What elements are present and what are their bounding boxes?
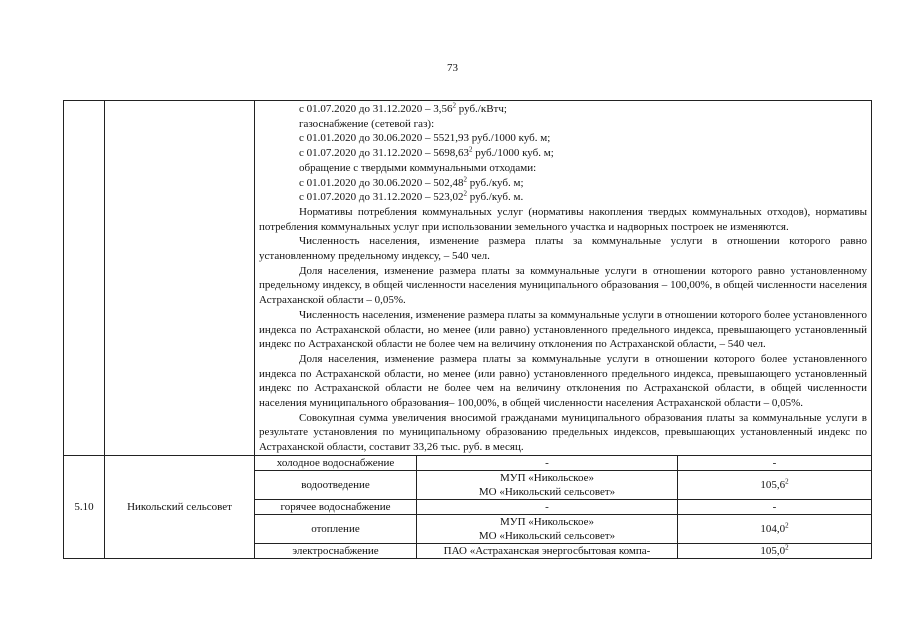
service-name: электроснабжение [255, 543, 417, 558]
service-value: - [678, 455, 872, 470]
empty-name-cell [105, 101, 255, 456]
paragraph-share-above: Доля населения, изменение размера платы за коммунальные услуги в отношении которого более установленного индекса по Астраханской области, но менее (или равно) установленного предельного индекса, превышающего установленный индекс по Астраханской области не более чем на величину отклонения по Астраханской области, в общей численности населения муниципального образования– 100,00%, в общей численности населения Астраханской области – 0,05%. [259, 352, 867, 410]
service-row [64, 455, 872, 470]
section-name: Никольский сельсовет [105, 455, 255, 558]
description-row [64, 101, 872, 456]
paragraph-population-equal: Численность населения, изменение размера платы за коммунальные услуги в отношении которого равно установленному предельному индексу, – 540 чел. [259, 235, 867, 263]
paragraph-standards: Нормативы потребления коммунальных услуг (нормативы накопления твердых коммунальных отходов), нормативы потребления коммунальных услуг при использовании земельного участка и надворных построек не изменяются. [259, 205, 867, 233]
service-provider: ПАО «Астраханская энергосбытовая компа- [417, 543, 678, 558]
service-provider: МУП «Никольское» МО «Никольский сельсовет» [417, 470, 678, 499]
tariff-line: с 01.07.2020 до 31.12.2020 – 5698,63$^2$ руб./1000 куб. м; [299, 145, 554, 160]
description-cell [255, 101, 872, 456]
page-number: 73 [447, 62, 458, 74]
service-name: водоотведение [255, 470, 417, 499]
tariff-line: с 01.01.2020 до 30.06.2020 – 5521,93 руб./1000 куб. м; [299, 132, 551, 145]
indices-table [63, 100, 872, 559]
service-value: 105,6$^2$ [678, 470, 872, 499]
service-value: 104,0$^2$ [678, 514, 872, 543]
paragraph-share-equal: Доля населения, изменение размера платы за коммунальные услуги в отношении которого равно установленному предельному индексу, в общей численности населения муниципального образования – 100,00%, в общей численности населения Астраханской области – 0,05%. [259, 264, 867, 307]
service-value: 105,0$^2$ [678, 543, 872, 558]
tariff-line: с 01.07.2020 до 31.12.2020 – 3,56$^2$ руб./кВтч; [299, 101, 507, 115]
tariff-line: газоснабжение (сетевой газ): [299, 117, 435, 130]
tariff-lines [259, 102, 867, 205]
service-provider: - [417, 499, 678, 514]
paragraph-population-above: Численность населения, изменение размера платы за коммунальные услуги в отношении которого более установленного индекса по Астраханской области, но менее (или равно) установленного предельного индекса, превышающего установленный индекс по Астраханской области не более чем на величину отклонения по Астраханской области, – 540 чел. [259, 308, 867, 351]
service-name: отопление [255, 514, 417, 543]
service-name: холодное водоснабжение [255, 455, 417, 470]
empty-number-cell [64, 101, 105, 456]
tariff-line: с 01.01.2020 до 30.06.2020 – 502,48$^2$ руб./куб. м; [299, 174, 524, 189]
tariff-line: с 01.07.2020 до 31.12.2020 – 523,02$^2$ руб./куб. м. [299, 189, 524, 204]
service-provider: МУП «Никольское» МО «Никольский сельсовет» [417, 514, 678, 543]
service-provider: - [417, 455, 678, 470]
section-number: 5.10 [64, 455, 105, 558]
service-value: - [678, 499, 872, 514]
paragraph-total-sum: Совокупная сумма увеличения вносимой гражданами муниципального образования платы за коммунальные услуги в результате установления по муниципальному образованию предельных индексов, превышающих установленный индекс по Астраханской области, составит 33,26 тыс. руб. в месяц. [259, 411, 867, 454]
service-name: горячее водоснабжение [255, 499, 417, 514]
tariff-line: обращение с твердыми коммунальными отходами: [299, 161, 537, 174]
